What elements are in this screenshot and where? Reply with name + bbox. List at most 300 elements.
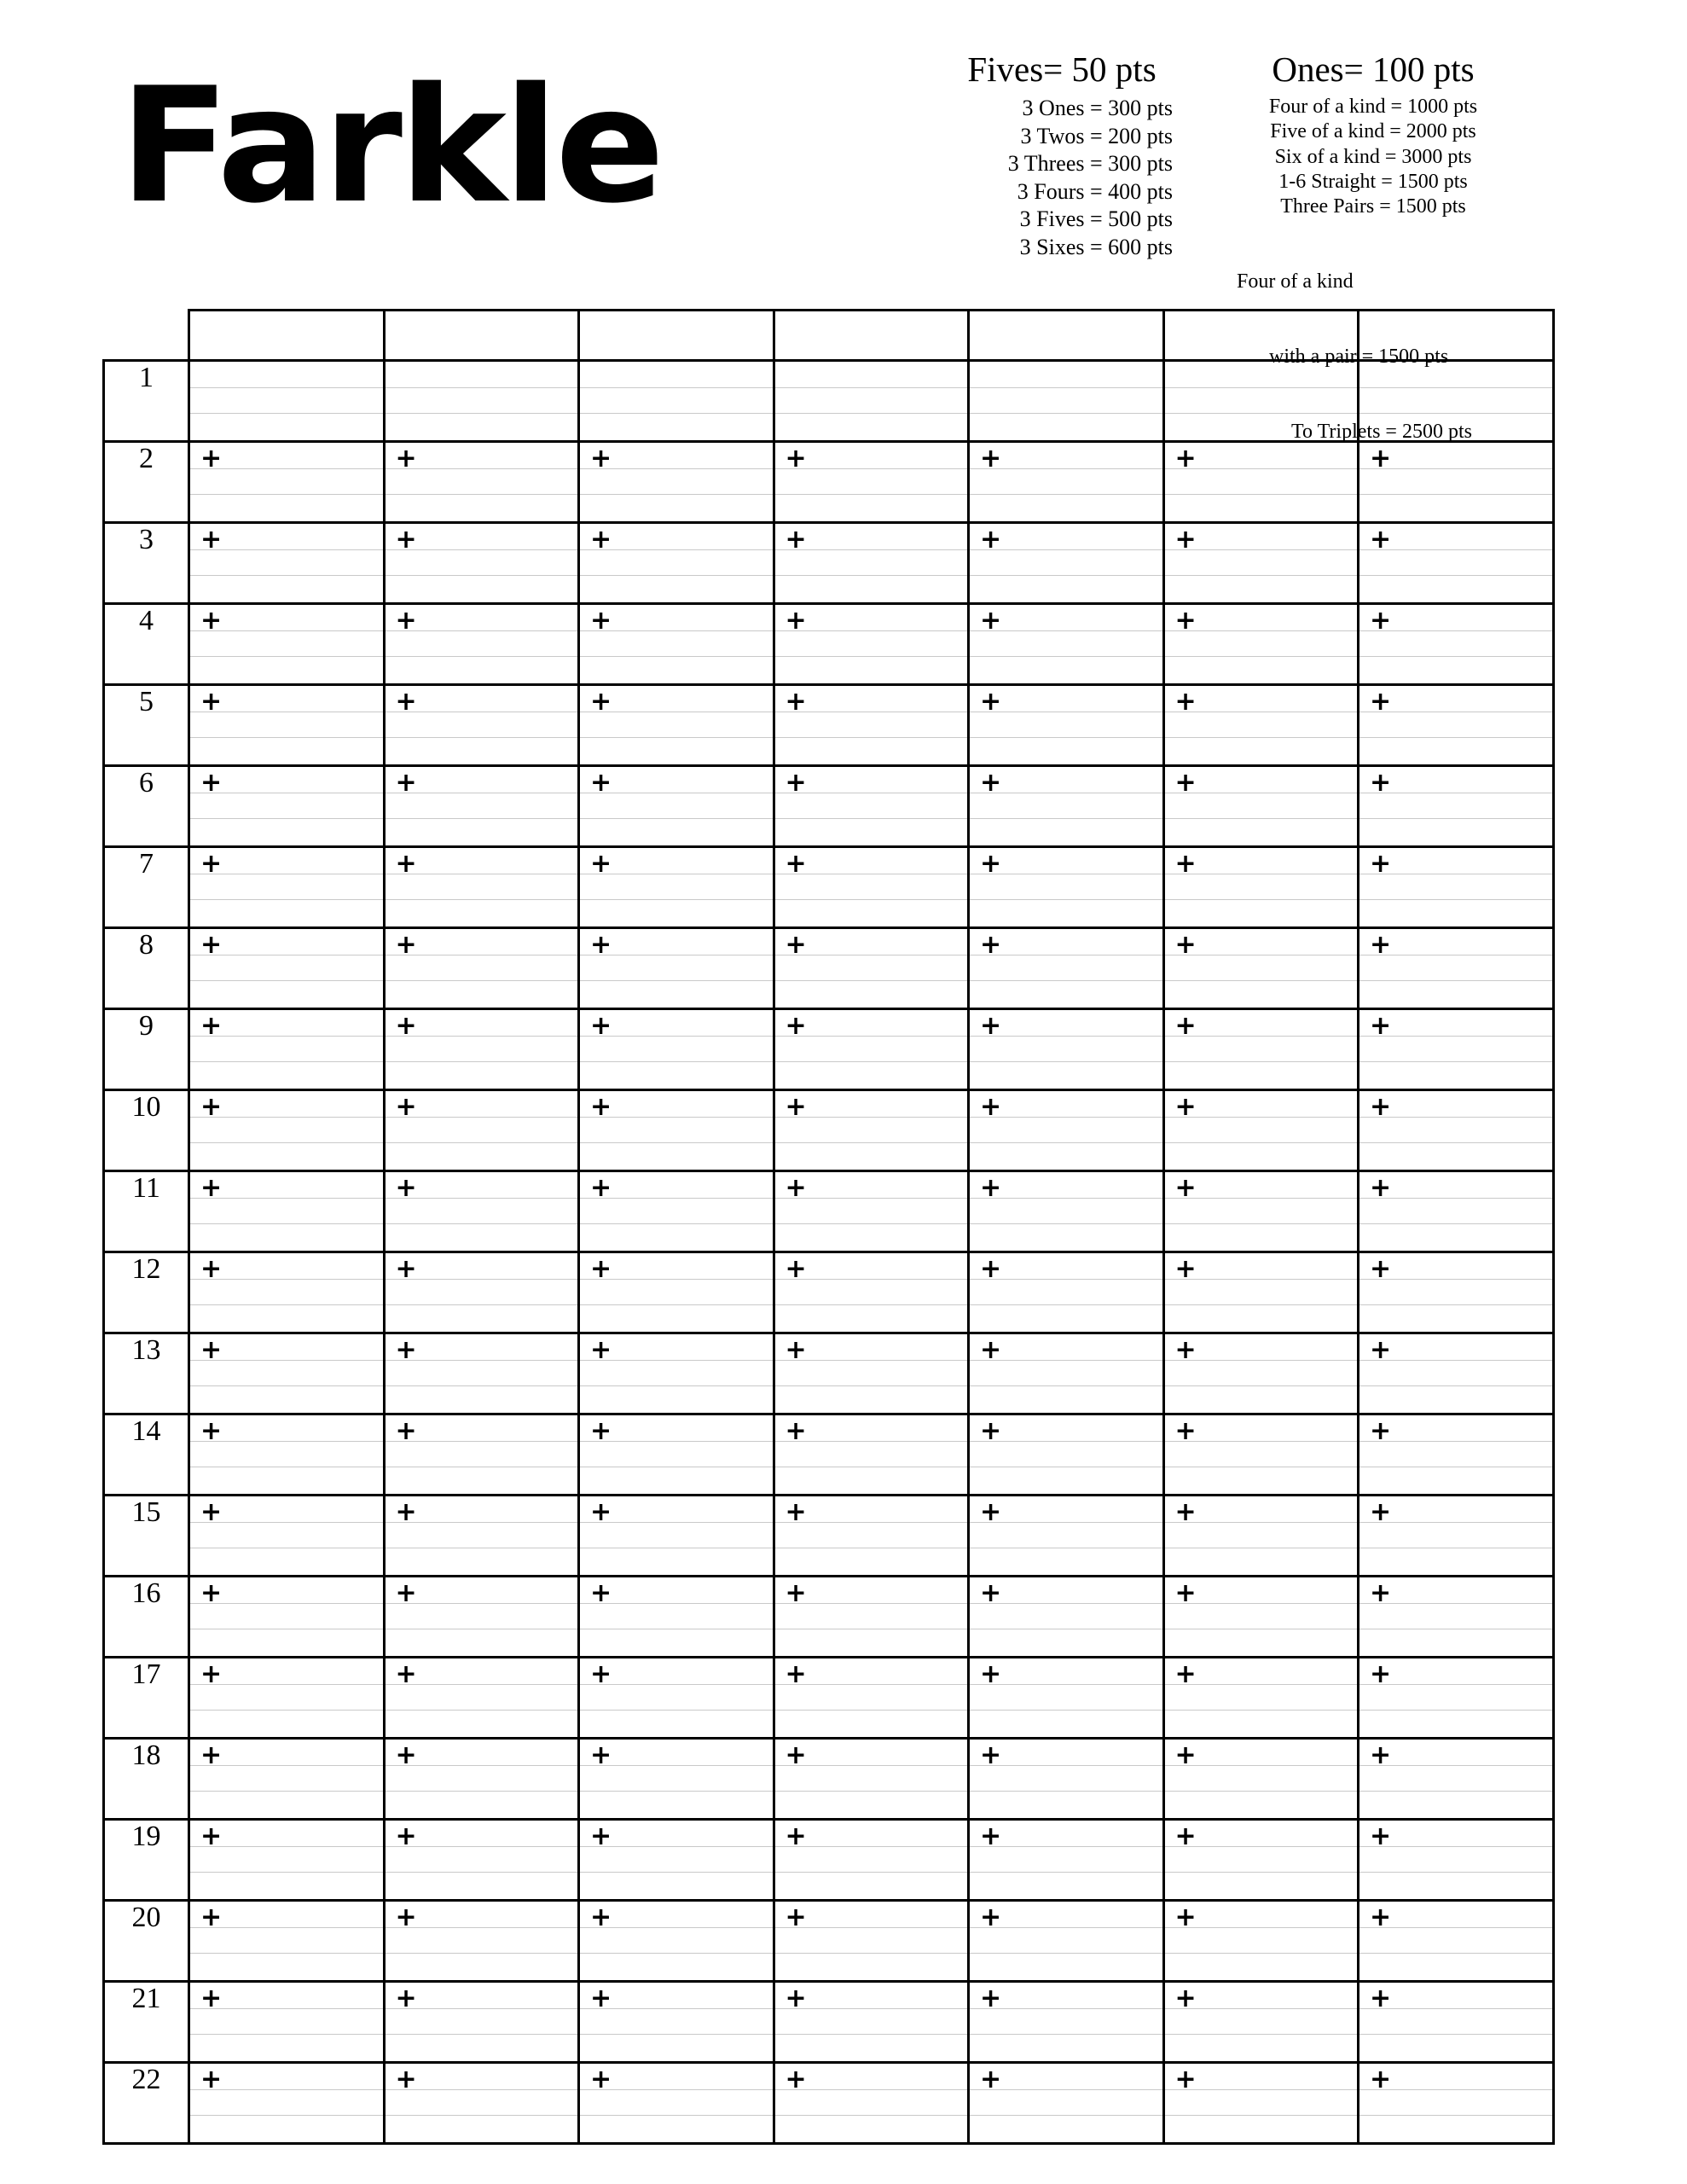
round-number-cell: 11 [104, 1171, 189, 1252]
player-name-cell[interactable] [969, 311, 1164, 361]
score-cell[interactable] [384, 1090, 579, 1171]
plus-icon: + [590, 687, 612, 717]
plus-icon: + [395, 1740, 417, 1770]
writing-rule [1359, 2089, 1552, 2090]
score-cell[interactable] [384, 1333, 579, 1414]
score-cell[interactable] [969, 1171, 1164, 1252]
writing-rule [775, 1142, 968, 1143]
table-row [104, 442, 1554, 523]
score-cell[interactable] [969, 1009, 1164, 1090]
score-cell[interactable] [1359, 523, 1554, 604]
writing-rule [580, 1061, 773, 1062]
writing-rule [386, 737, 578, 738]
writing-rule [1165, 1198, 1358, 1199]
score-cell[interactable] [579, 1414, 774, 1496]
writing-rule [386, 1385, 578, 1386]
writing-rule [1165, 2115, 1358, 2116]
score-cell[interactable] [189, 1496, 385, 1577]
table-row [104, 847, 1554, 928]
writing-rule [580, 737, 773, 738]
plus-icon: + [980, 1740, 1002, 1770]
plus-icon: + [200, 849, 223, 879]
score-cell[interactable] [774, 604, 969, 685]
score-cell[interactable] [384, 1171, 579, 1252]
writing-rule [970, 1304, 1162, 1305]
score-cell[interactable] [969, 1496, 1164, 1577]
plus-icon: + [1174, 1173, 1197, 1203]
score-cell[interactable] [384, 1820, 579, 1901]
writing-rule [1359, 1846, 1552, 1847]
plus-icon: + [590, 849, 612, 879]
score-cell[interactable] [384, 1577, 579, 1658]
score-cell[interactable] [1163, 1820, 1359, 1901]
score-cell[interactable] [1359, 1820, 1554, 1901]
score-line: Five of a kind = 2000 pts [1270, 120, 1476, 143]
plus-icon: + [1370, 1821, 1392, 1851]
ones-heading: Ones= 100 pts [1272, 49, 1475, 89]
writing-rule [386, 2115, 578, 2116]
plus-icon: + [785, 525, 807, 555]
plus-icon: + [785, 444, 807, 473]
writing-rule [970, 1927, 1162, 1928]
writing-rule [190, 1710, 383, 1711]
round-number-cell: 16 [104, 1577, 189, 1658]
plus-icon: + [1370, 1092, 1392, 1122]
writing-rule [775, 413, 968, 414]
score-cell[interactable] [579, 685, 774, 766]
writing-rule [1165, 656, 1358, 657]
table-row [104, 1739, 1554, 1820]
score-cell[interactable] [1359, 1333, 1554, 1414]
round-number-cell: 18 [104, 1739, 189, 1820]
score-cell[interactable] [1163, 928, 1359, 1009]
writing-rule [580, 1360, 773, 1361]
score-cell[interactable] [579, 1496, 774, 1577]
score-line: 1-6 Straight = 1500 pts [1278, 170, 1468, 193]
round-number-cell: 17 [104, 1658, 189, 1739]
writing-rule [190, 1385, 383, 1386]
score-cell[interactable] [384, 1009, 579, 1090]
score-cell[interactable] [579, 1252, 774, 1333]
score-cell[interactable] [384, 523, 579, 604]
score-cell[interactable] [1163, 1739, 1359, 1820]
score-cell[interactable] [774, 1252, 969, 1333]
writing-rule [970, 2115, 1162, 2116]
score-cell[interactable] [969, 1739, 1164, 1820]
score-cell[interactable] [384, 847, 579, 928]
plus-icon: + [980, 2065, 1002, 2094]
plus-icon: + [395, 525, 417, 555]
writing-rule [1359, 387, 1552, 388]
score-cell[interactable] [1359, 1496, 1554, 1577]
score-cell[interactable] [189, 442, 385, 523]
score-cell[interactable] [1359, 847, 1554, 928]
score-cell[interactable] [969, 1901, 1164, 1982]
score-cell[interactable] [579, 361, 774, 442]
score-cell[interactable] [189, 523, 385, 604]
score-cell[interactable] [384, 442, 579, 523]
score-cell[interactable] [189, 1658, 385, 1739]
score-cell[interactable] [774, 1090, 969, 1171]
writing-rule [775, 656, 968, 657]
score-cell[interactable] [384, 361, 579, 442]
writing-rule [1165, 1603, 1358, 1604]
score-cell[interactable] [1163, 1171, 1359, 1252]
score-cell[interactable] [1163, 1496, 1359, 1577]
score-cell[interactable] [189, 2063, 385, 2144]
plus-icon: + [785, 1173, 807, 1203]
writing-rule [386, 1953, 578, 1954]
plus-icon: + [785, 1011, 807, 1041]
score-cell[interactable] [969, 1820, 1164, 1901]
score-cell[interactable] [774, 928, 969, 1009]
writing-rule [190, 413, 383, 414]
score-cell[interactable] [1359, 1090, 1554, 1171]
score-cell[interactable] [579, 1090, 774, 1171]
score-cell[interactable] [1359, 1414, 1554, 1496]
score-cell[interactable] [1163, 685, 1359, 766]
writing-rule [580, 1603, 773, 1604]
plus-icon: + [1174, 444, 1197, 473]
score-cell[interactable] [579, 523, 774, 604]
score-table [102, 309, 1555, 2145]
score-cell[interactable] [1359, 766, 1554, 847]
writing-rule [1359, 1304, 1552, 1305]
score-cell[interactable] [1163, 1252, 1359, 1333]
writing-rule [970, 1061, 1162, 1062]
score-cell[interactable] [579, 442, 774, 523]
score-cell[interactable] [774, 1009, 969, 1090]
score-cell[interactable] [1359, 1252, 1554, 1333]
score-cell[interactable] [1359, 604, 1554, 685]
player-name-cell[interactable] [189, 311, 385, 361]
writing-rule [190, 899, 383, 900]
writing-rule [1165, 1142, 1358, 1143]
score-cell[interactable] [1163, 1414, 1359, 1496]
score-cell[interactable] [384, 1901, 579, 1982]
plus-icon: + [395, 1821, 417, 1851]
score-cell[interactable] [1359, 1577, 1554, 1658]
score-cell[interactable] [774, 1820, 969, 1901]
round-number-cell: 20 [104, 1901, 189, 1982]
score-cell[interactable] [774, 766, 969, 847]
score-cell[interactable] [969, 685, 1164, 766]
plus-icon: + [980, 1984, 1002, 2013]
round-number-cell: 13 [104, 1333, 189, 1414]
plus-icon: + [980, 930, 1002, 960]
writing-rule [970, 1198, 1162, 1199]
score-cell[interactable] [1163, 1982, 1359, 2063]
writing-rule [190, 630, 383, 631]
score-cell[interactable] [969, 928, 1164, 1009]
player-name-cell[interactable] [579, 311, 774, 361]
writing-rule [190, 1198, 383, 1199]
score-cell[interactable] [774, 1577, 969, 1658]
score-cell[interactable] [1163, 1009, 1359, 1090]
score-cell[interactable] [579, 1009, 774, 1090]
score-cell[interactable] [579, 928, 774, 1009]
score-cell[interactable] [189, 1739, 385, 1820]
writing-rule [580, 494, 773, 495]
writing-rule [1359, 2008, 1552, 2009]
score-cell[interactable] [1359, 1009, 1554, 1090]
writing-rule [1165, 468, 1358, 469]
plus-icon: + [1370, 687, 1392, 717]
plus-icon: + [395, 444, 417, 473]
score-cell[interactable] [189, 928, 385, 1009]
score-cell[interactable] [1163, 1658, 1359, 1739]
writing-rule [1165, 413, 1358, 414]
score-cell[interactable] [579, 847, 774, 928]
player-name-cell[interactable] [1359, 311, 1554, 361]
score-cell[interactable] [384, 1982, 579, 2063]
score-cell[interactable] [384, 1252, 579, 1333]
score-cell[interactable] [774, 361, 969, 442]
plus-icon: + [785, 849, 807, 879]
plus-icon: + [785, 1984, 807, 2013]
plus-icon: + [395, 1254, 417, 1284]
score-cell[interactable] [579, 1333, 774, 1414]
writing-rule [775, 1385, 968, 1386]
score-cell[interactable] [1163, 361, 1359, 442]
score-cell[interactable] [1359, 442, 1554, 523]
writing-rule [775, 630, 968, 631]
score-cell[interactable] [774, 1901, 969, 1982]
score-cell[interactable] [1163, 1090, 1359, 1171]
score-cell[interactable] [1163, 1577, 1359, 1658]
score-cell[interactable] [189, 685, 385, 766]
writing-rule [1165, 1117, 1358, 1118]
score-cell[interactable] [774, 1739, 969, 1820]
score-cell[interactable] [1163, 766, 1359, 847]
score-cell[interactable] [579, 766, 774, 847]
round-number-cell: 14 [104, 1414, 189, 1496]
score-line: Four of a kind [1237, 270, 1354, 293]
score-cell[interactable] [1359, 2063, 1554, 2144]
score-table-container [102, 309, 1552, 2145]
writing-rule [580, 387, 773, 388]
score-cell[interactable] [1359, 361, 1554, 442]
score-cell[interactable] [774, 1333, 969, 1414]
writing-rule [970, 1953, 1162, 1954]
score-cell[interactable] [579, 1820, 774, 1901]
writing-rule [386, 549, 578, 550]
score-cell[interactable] [384, 928, 579, 1009]
score-cell[interactable] [969, 1577, 1164, 1658]
score-cell[interactable] [774, 1171, 969, 1252]
writing-rule [1165, 955, 1358, 956]
writing-rule [775, 1603, 968, 1604]
score-cell[interactable] [579, 1171, 774, 1252]
score-cell[interactable] [1163, 604, 1359, 685]
writing-rule [580, 1279, 773, 1280]
score-cell[interactable] [189, 1333, 385, 1414]
plus-icon: + [1370, 849, 1392, 879]
writing-rule [1165, 494, 1358, 495]
score-cell[interactable] [384, 604, 579, 685]
writing-rule [1359, 1198, 1552, 1199]
round-number-cell: 1 [104, 361, 189, 442]
plus-icon: + [395, 930, 417, 960]
score-cell[interactable] [969, 2063, 1164, 2144]
score-cell[interactable] [774, 2063, 969, 2144]
score-cell[interactable] [384, 1658, 579, 1739]
score-cell[interactable] [1163, 523, 1359, 604]
writing-rule [1359, 468, 1552, 469]
writing-rule [775, 1953, 968, 1954]
plus-icon: + [980, 1497, 1002, 1527]
plus-icon: + [1370, 1578, 1392, 1608]
score-cell[interactable] [189, 847, 385, 928]
score-line: Four of a kind = 1000 pts [1268, 96, 1478, 119]
score-cell[interactable] [969, 1414, 1164, 1496]
writing-rule [775, 2034, 968, 2035]
score-cell[interactable] [969, 442, 1164, 523]
writing-rule [970, 2034, 1162, 2035]
score-cell[interactable] [969, 361, 1164, 442]
writing-rule [580, 1223, 773, 1224]
plus-icon: + [1370, 930, 1392, 960]
score-cell[interactable] [969, 1658, 1164, 1739]
header-corner-cell [104, 311, 189, 361]
plus-icon: + [590, 606, 612, 636]
writing-rule [190, 1304, 383, 1305]
score-cell[interactable] [969, 847, 1164, 928]
writing-rule [1359, 899, 1552, 900]
score-cell[interactable] [1359, 1982, 1554, 2063]
score-cell[interactable] [969, 1982, 1164, 2063]
writing-rule [970, 980, 1162, 981]
score-cell[interactable] [384, 2063, 579, 2144]
score-cell[interactable] [969, 1333, 1164, 1414]
player-name-cell[interactable] [1163, 311, 1359, 361]
writing-rule [1359, 1279, 1552, 1280]
score-cell[interactable] [384, 685, 579, 766]
score-cell[interactable] [774, 442, 969, 523]
score-cell[interactable] [189, 766, 385, 847]
score-cell[interactable] [774, 1496, 969, 1577]
writing-rule [386, 1223, 578, 1224]
player-name-cell[interactable] [384, 311, 579, 361]
score-cell[interactable] [1359, 928, 1554, 1009]
writing-rule [1165, 2089, 1358, 2090]
score-cell[interactable] [774, 523, 969, 604]
writing-rule [1359, 2115, 1552, 2116]
writing-rule [970, 1603, 1162, 1604]
score-cell[interactable] [1163, 2063, 1359, 2144]
player-name-cell[interactable] [774, 311, 969, 361]
score-cell[interactable] [774, 1414, 969, 1496]
score-cell[interactable] [1359, 1901, 1554, 1982]
score-cell[interactable] [969, 766, 1164, 847]
plus-icon: + [395, 687, 417, 717]
writing-rule [580, 1385, 773, 1386]
score-cell[interactable] [189, 1090, 385, 1171]
writing-rule [970, 1684, 1162, 1685]
score-cell[interactable] [969, 1252, 1164, 1333]
score-cell[interactable] [1163, 1901, 1359, 1982]
score-cell[interactable] [579, 1901, 774, 1982]
writing-rule [775, 899, 968, 900]
score-cell[interactable] [579, 1739, 774, 1820]
writing-rule [1165, 1684, 1358, 1685]
score-cell[interactable] [189, 1577, 385, 1658]
score-cell[interactable] [189, 604, 385, 685]
score-cell[interactable] [774, 1658, 969, 1739]
writing-rule [386, 980, 578, 981]
writing-rule [1165, 2034, 1358, 2035]
score-cell[interactable] [579, 1982, 774, 2063]
score-cell[interactable] [774, 685, 969, 766]
score-cell[interactable] [189, 1009, 385, 1090]
score-cell[interactable] [969, 604, 1164, 685]
score-cell[interactable] [384, 1739, 579, 1820]
score-cell[interactable] [969, 523, 1164, 604]
score-cell[interactable] [189, 1252, 385, 1333]
score-cell[interactable] [189, 1820, 385, 1901]
score-cell[interactable] [579, 1658, 774, 1739]
writing-rule [386, 575, 578, 576]
score-cell[interactable] [189, 1901, 385, 1982]
plus-icon: + [590, 1659, 612, 1689]
writing-rule [386, 2034, 578, 2035]
score-cell[interactable] [579, 2063, 774, 2144]
score-cell[interactable] [1163, 847, 1359, 928]
writing-rule [1165, 737, 1358, 738]
score-cell[interactable] [1163, 442, 1359, 523]
score-cell[interactable] [579, 604, 774, 685]
writing-rule [775, 1223, 968, 1224]
score-line: 3 Ones = 300 pts [1022, 96, 1173, 121]
writing-rule [970, 1223, 1162, 1224]
writing-rule [1165, 1765, 1358, 1766]
writing-rule [1359, 1142, 1552, 1143]
plus-icon: + [200, 930, 223, 960]
score-cell[interactable] [384, 1414, 579, 1496]
score-cell[interactable] [189, 1171, 385, 1252]
plus-icon: + [590, 525, 612, 555]
score-cell[interactable] [1163, 1333, 1359, 1414]
score-cell[interactable] [774, 847, 969, 928]
plus-icon: + [590, 1578, 612, 1608]
plus-icon: + [1174, 1416, 1197, 1446]
writing-rule [775, 1360, 968, 1361]
writing-rule [775, 980, 968, 981]
score-cell[interactable] [1359, 1739, 1554, 1820]
writing-rule [970, 1441, 1162, 1442]
plus-icon: + [980, 849, 1002, 879]
score-cell[interactable] [1359, 1171, 1554, 1252]
score-cell[interactable] [384, 1496, 579, 1577]
score-cell[interactable] [189, 361, 385, 442]
writing-rule [1359, 1360, 1552, 1361]
score-cell[interactable] [189, 1982, 385, 2063]
score-cell[interactable] [1359, 1658, 1554, 1739]
writing-rule [580, 1765, 773, 1766]
score-cell[interactable] [774, 1982, 969, 2063]
score-line: 3 Twos = 200 pts [1020, 123, 1173, 148]
score-cell[interactable] [1359, 685, 1554, 766]
writing-rule [386, 630, 578, 631]
score-cell[interactable] [384, 766, 579, 847]
score-cell[interactable] [189, 1414, 385, 1496]
plus-icon: + [590, 444, 612, 473]
writing-rule [580, 1441, 773, 1442]
score-cell[interactable] [969, 1090, 1164, 1171]
plus-icon: + [200, 1254, 223, 1284]
writing-rule [1359, 1684, 1552, 1685]
score-cell[interactable] [579, 1577, 774, 1658]
